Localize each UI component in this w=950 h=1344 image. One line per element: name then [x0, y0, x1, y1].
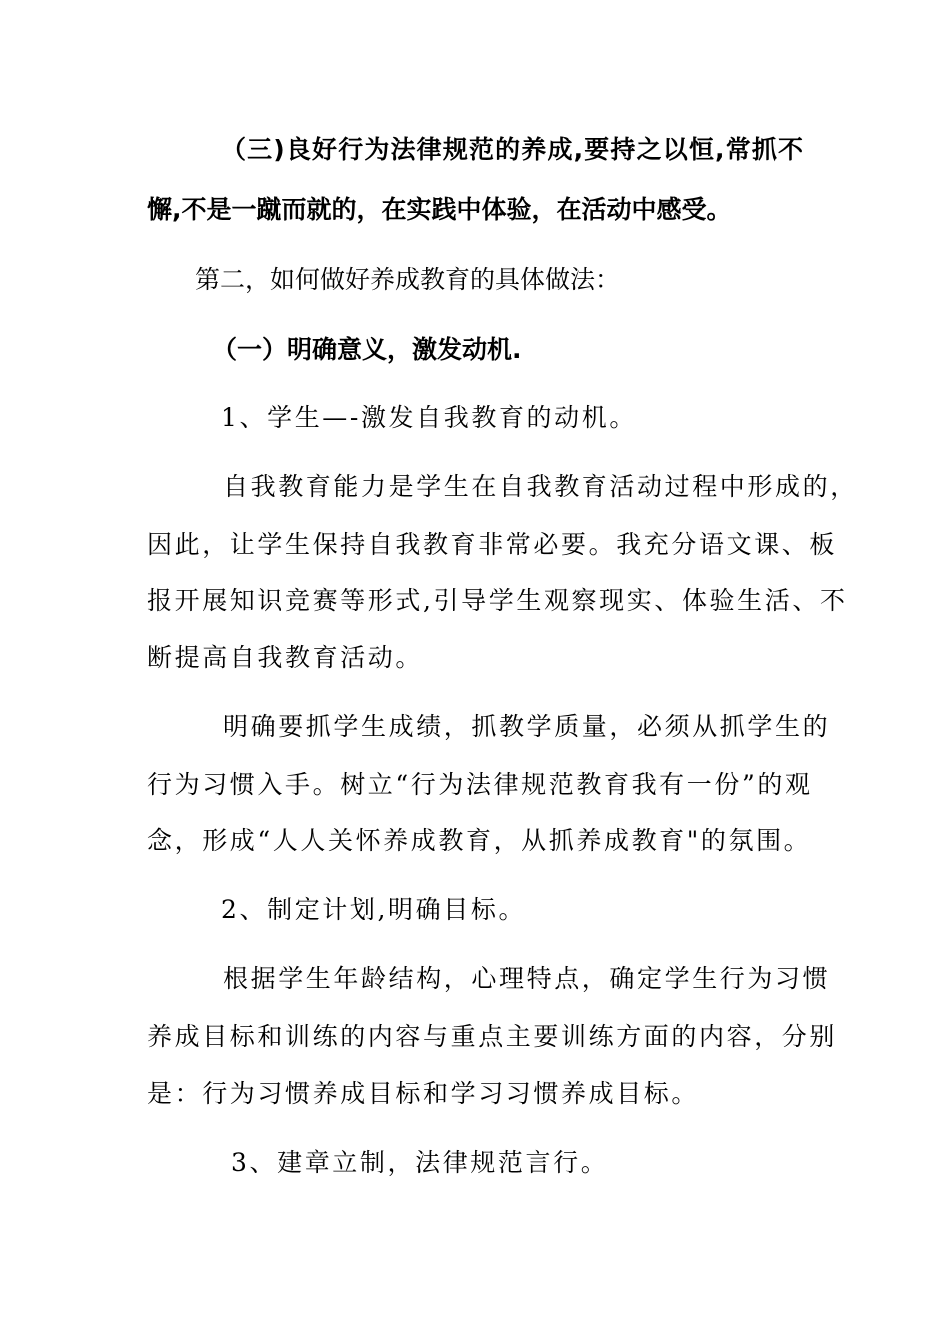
paragraph-line: 念，形成“人人关怀养成教育，从抓养成教育"的氛围。 — [147, 826, 812, 855]
paragraph-line: 懈,不是一蹴而就的，在实践中体验，在活动中感受。 — [147, 195, 732, 224]
list-item: 2、制定计划,明确目标。 — [221, 895, 527, 924]
paragraph-line: 是：行为习惯养成目标和学习习惯养成目标。 — [147, 1079, 700, 1108]
paragraph-line: 根据学生年龄结构，心理特点，确定学生行为习惯 — [223, 964, 831, 993]
paragraph-line: 因此，让学生保持自我教育非常必要。我充分语文课、板 — [147, 530, 838, 559]
list-item: 3、建章立制，法律规范言行。 — [231, 1148, 609, 1177]
paragraph-line: 自我教育能力是学生在自我教育活动过程中形成的， — [223, 472, 858, 501]
paragraph-line: 断提高自我教育活动。 — [147, 643, 424, 672]
paragraph-line: （三)良好行为法律规范的养成,要持之以恒,常抓不 — [221, 135, 803, 164]
section-heading: 第二，如何做好养成教育的具体做法： — [195, 265, 621, 294]
subsection-heading: （一）明确意义，激发动机. — [212, 335, 522, 364]
paragraph-line: 养成目标和训练的内容与重点主要训练方面的内容，分别 — [147, 1022, 838, 1051]
paragraph-line: 报开展知识竞赛等形式,引导学生观察现实、体验生活、不 — [147, 586, 848, 615]
paragraph-line: 明确要抓学生成绩，抓教学质量，必须从抓学生的 — [223, 712, 831, 741]
paragraph-line: 行为习惯入手。树立“行为法律规范教育我有一份”的观 — [147, 770, 813, 799]
list-item: 1、学生—-激发自我教育的动机。 — [221, 403, 637, 432]
